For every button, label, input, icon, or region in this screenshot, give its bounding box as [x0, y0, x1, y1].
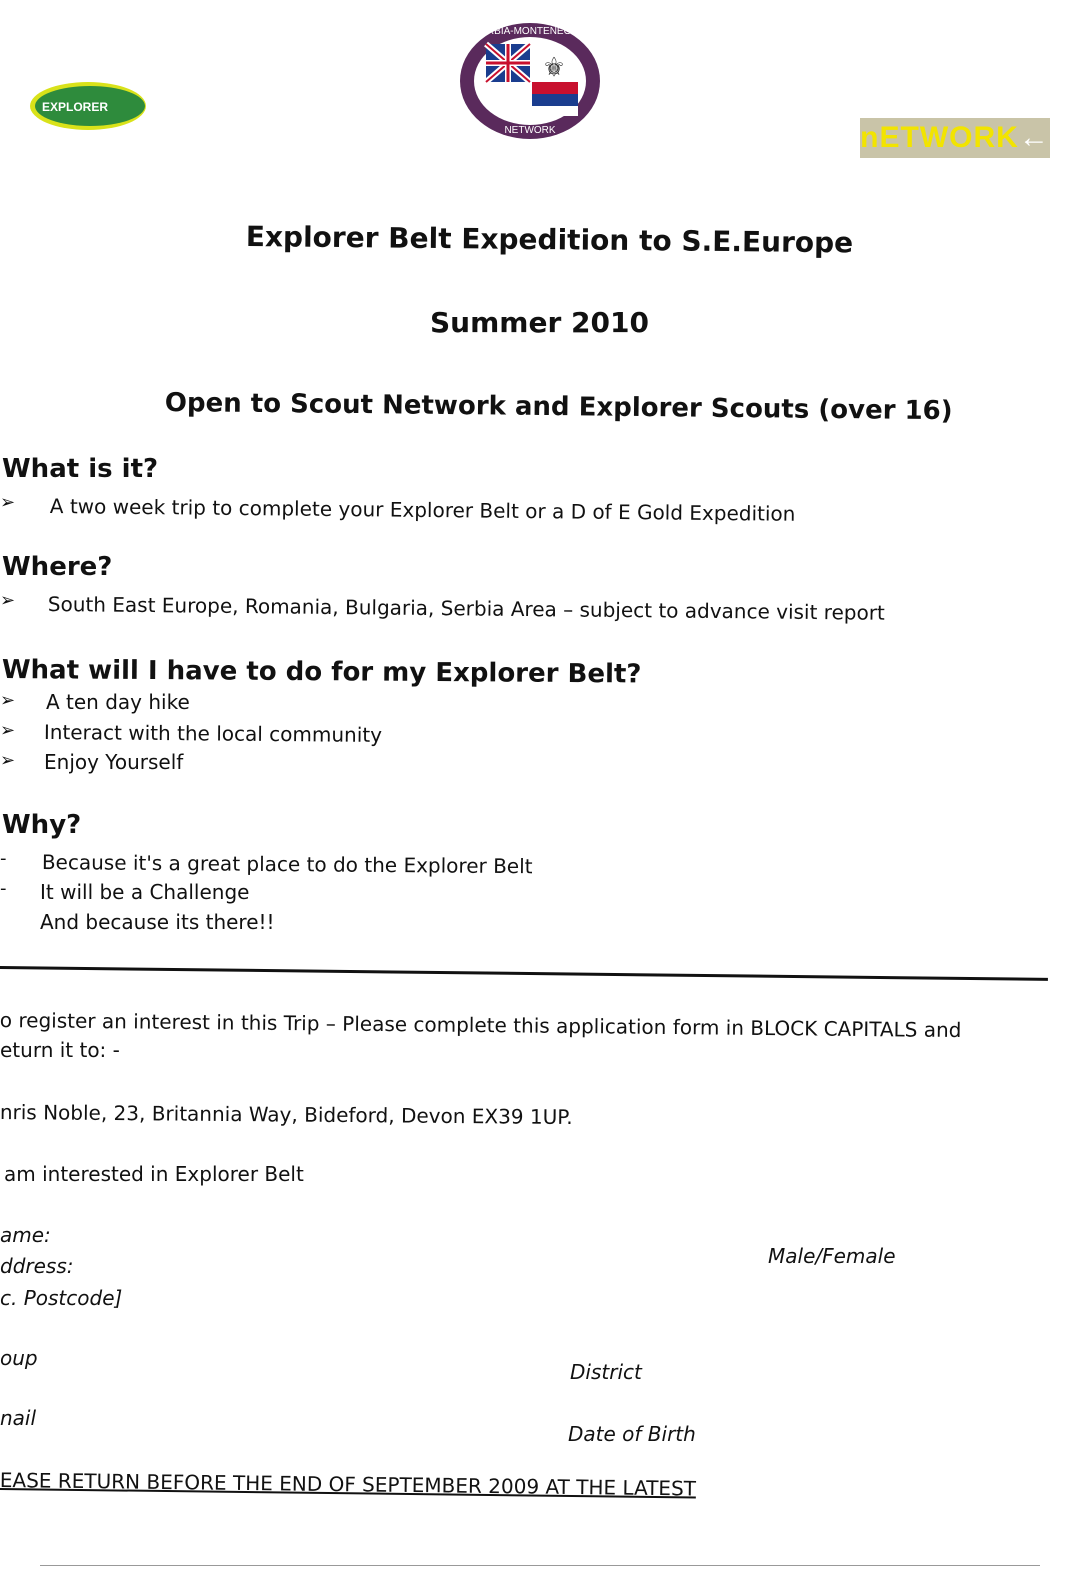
svg-text:⚜: ⚜	[542, 53, 566, 83]
page-subtitle: Summer 2010	[430, 306, 649, 339]
email-label: nail	[0, 1406, 37, 1430]
address-label: ddress:	[0, 1254, 74, 1278]
section-heading-what: What is it?	[2, 454, 159, 484]
list-item: It will be a Challenge	[40, 880, 250, 904]
postcode-label: c. Postcode]	[0, 1286, 123, 1310]
badge-top-text: SERBIA-MONTENEGRO	[473, 26, 587, 37]
bottom-divider	[40, 1565, 1040, 1566]
arrow-bullet-icon: ➢	[0, 720, 16, 741]
list-item: Interact with the local community	[43, 720, 383, 747]
gender-label: Male/Female	[768, 1244, 896, 1268]
network-logo	[860, 118, 1050, 158]
arrow-bullet-icon: ➢	[0, 590, 16, 611]
list-item: And because its there!!	[40, 910, 275, 934]
arrow-bullet-icon: ➢	[0, 492, 16, 513]
explorer-logo-text: EXPLORER	[42, 100, 109, 114]
dash-bullet: -	[0, 848, 7, 869]
section-divider	[0, 966, 1048, 981]
arrow-bullet-icon: ➢	[0, 750, 16, 771]
deadline-notice: EASE RETURN BEFORE THE END OF SEPTEMBER 2009 AT THE LATEST	[0, 1468, 697, 1501]
explorer-logo	[28, 78, 148, 132]
arrow-left-icon: ←	[1018, 121, 1050, 154]
badge-bottom-text: NETWORK	[504, 125, 556, 136]
section-heading-tasks: What will I have to do for my Explorer Belt?	[1, 655, 642, 690]
list-item: A two week trip to complete your Explorer Belt or a D of E Gold Expedition	[49, 494, 796, 526]
list-item: Because it's a great place to do the Explorer Belt	[41, 850, 533, 879]
arrow-bullet-icon: ➢	[0, 690, 16, 711]
dash-bullet: -	[0, 878, 7, 899]
return-address: nris Noble, 23, Britannia Way, Bideford, Devon EX39 1UP.	[0, 1100, 573, 1129]
register-line-1: o register an interest in this Trip – Please complete this application form in BLOCK CAPITALS and	[0, 1008, 962, 1043]
interest-line: am interested in Explorer Belt	[4, 1162, 304, 1186]
network-badge	[458, 20, 602, 142]
group-label: oup	[0, 1346, 38, 1370]
open-to-line: Open to Scout Network and Explorer Scouts (over 16)	[164, 388, 953, 427]
register-line-2: eturn it to: -	[0, 1038, 120, 1062]
district-label: District	[570, 1360, 642, 1384]
list-item: South East Europe, Romania, Bulgaria, Serbia Area – subject to advance visit report	[47, 592, 885, 625]
list-item: Enjoy Yourself	[44, 750, 184, 774]
dob-label: Date of Birth	[568, 1422, 696, 1446]
page-title: Explorer Belt Expedition to S.E.Europe	[245, 220, 854, 260]
network-logo-text: nETWORK	[860, 121, 1019, 154]
section-heading-where: Where?	[2, 552, 113, 582]
name-label: ame:	[0, 1223, 51, 1247]
section-heading-why: Why?	[2, 810, 82, 840]
list-item: A ten day hike	[46, 690, 190, 714]
